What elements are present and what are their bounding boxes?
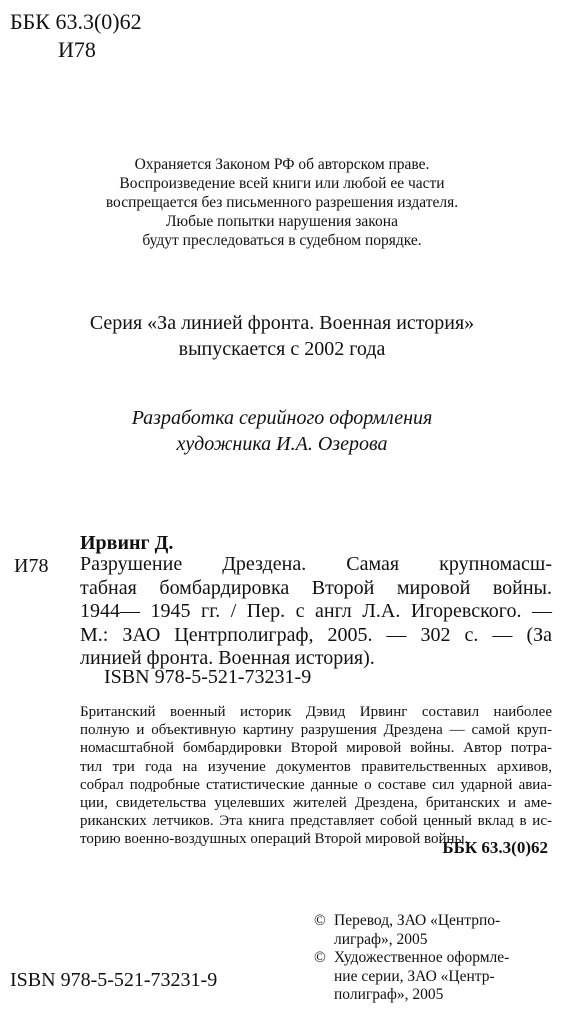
- description-line: линией фронта. Военная история).: [80, 647, 375, 669]
- author-mark: И78: [58, 37, 96, 62]
- copyright-entry: [314, 949, 550, 1005]
- design-line: Разработка серийного оформления: [131, 407, 433, 429]
- abstract-line: риканских летчиков. Эта книга представляет собой ценный вклад в ис-: [80, 813, 552, 830]
- abstract-line: полную и объективную картину разрушения Дрездена — самой круп-: [80, 722, 552, 739]
- abstract-line: торию военно-воздушных операций Второй мировой войны.: [80, 831, 469, 848]
- copyright-symbol: ©: [314, 912, 326, 929]
- design-credit: [0, 405, 564, 457]
- catalog-isbn: ISBN 978-5-521-73231-9: [104, 666, 312, 688]
- abstract-line: собрал подробные статистические данные о составе сил ударной авиа-: [80, 776, 552, 793]
- copyright-line: ние серии, ЗАО «Центр-: [334, 967, 495, 985]
- notice-line: будут преследоваться в судебном порядке.: [142, 232, 422, 249]
- description-line: табная бомбардировка Второй мировой войны.: [80, 576, 552, 599]
- description-line: 1944— 1945 гг. / Пер. с англ Л.А. Игоревского. —: [80, 600, 552, 622]
- bbk-classification-top: [10, 8, 142, 64]
- notice-line: Охраняется Законом РФ об авторском праве.: [134, 156, 430, 173]
- copyright-line: лиграф», 2005: [334, 930, 428, 948]
- copyright-block: [314, 912, 550, 1005]
- description-line: М.: ЗАО Центрполиграф, 2005. — 302 с. — (За: [80, 623, 552, 646]
- abstract-line: Британский военный историк Дэвид Ирвинг составил наиболее: [80, 704, 552, 720]
- notice-line: Воспроизведение всей книги или любой ее части: [119, 175, 445, 192]
- series-info: [0, 310, 564, 362]
- copyright-line: Художественное оформле-: [334, 949, 510, 966]
- abstract-line: тил три года на изучение документов правительственных архивов,: [80, 758, 552, 775]
- copyright-line: Перевод, ЗАО «Центрпо-: [334, 912, 501, 929]
- copyright-entry: [314, 912, 550, 949]
- copyright-symbol: ©: [314, 949, 326, 966]
- design-line: художника И.А. Озерова: [176, 433, 388, 455]
- abstract-line: номасштабной бомбардировки Второй мировой войны. Автор потра-: [80, 740, 552, 757]
- isbn-bottom: ISBN 978-5-521-73231-9: [10, 969, 218, 991]
- catalog-description: [80, 553, 552, 671]
- series-line: выпускается с 2002 года: [178, 338, 386, 360]
- notice-line: Любые попытки нарушения закона: [166, 213, 398, 230]
- copyright-line: полиграф», 2005: [334, 986, 444, 1003]
- catalog-author: Ирвинг Д.: [80, 532, 174, 554]
- bbk-classification-bottom: ББК 63.3(0)62: [442, 838, 548, 857]
- catalog-index-code: И78: [14, 555, 49, 577]
- book-abstract: [80, 703, 552, 849]
- series-line: Серия «За линией фронта. Военная история»: [89, 312, 475, 334]
- notice-line: воспрещается без письменного разрешения издателя.: [105, 194, 459, 211]
- abstract-line: ции, свидетельства уцелевших жителей Дрездена, британских и аме-: [80, 795, 552, 812]
- description-line: Разрушение Дрездена. Самая крупномасш-: [80, 553, 552, 575]
- copyright-notice: [0, 155, 564, 250]
- bbk-code: ББК 63.3(0)62: [10, 9, 142, 34]
